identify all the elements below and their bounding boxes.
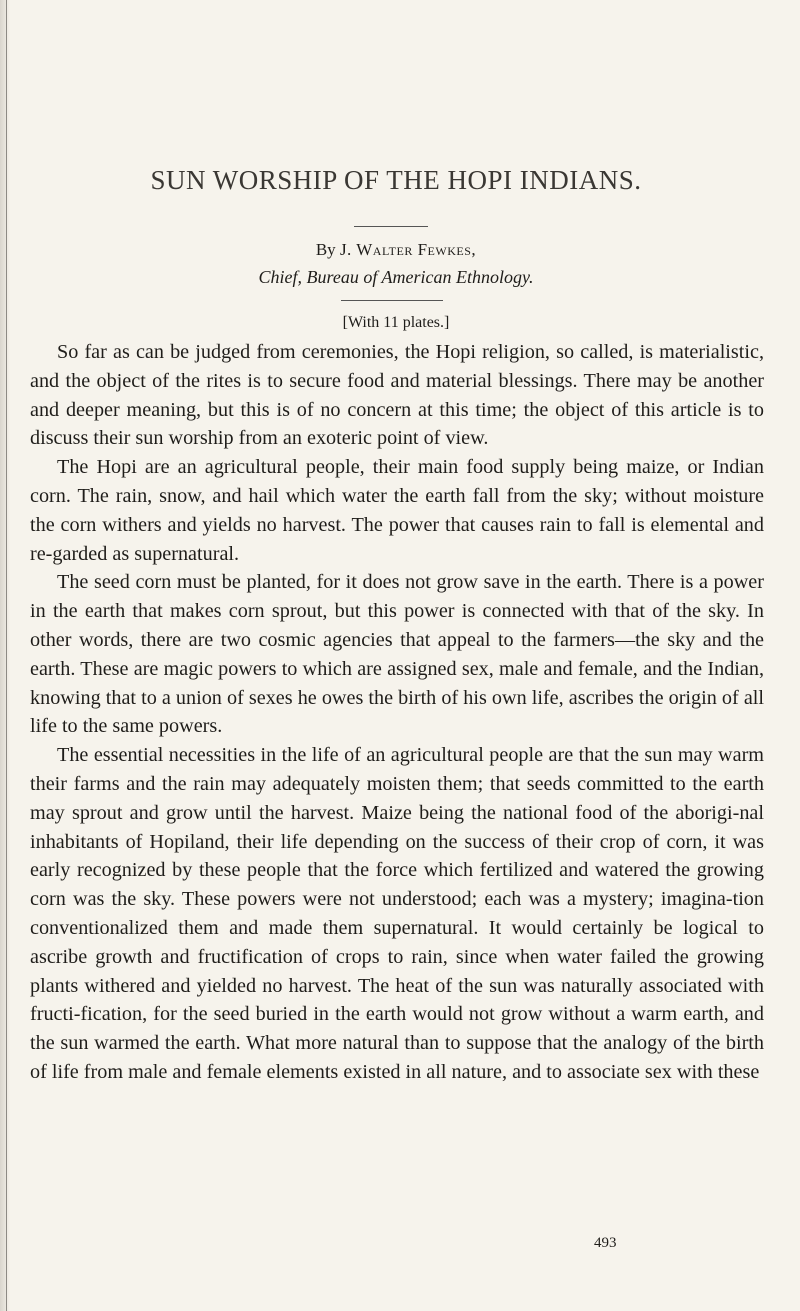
author-name: J. Walter Fewkes,	[339, 240, 477, 259]
page-number: 493	[594, 1235, 617, 1251]
paragraph: So far as can be judged from ceremonies, the Hopi religion, so called, is materialistic, and the object of the rites is to secure food and material blessings. There may be another and deeper meaning, but this is of no concern at this time; the object of this article is to discuss their sun worship from an exoteric point of view.	[30, 341, 764, 450]
page-gutter-shadow	[0, 0, 10, 1311]
paragraph: The Hopi are an agricultural people, their main food supply being maize, or Indian corn. The rain, snow, and hail which water the earth fall from the sky; without moisture the corn withers and yields no harvest. The power that causes rain to fall is elemental and re-garded as supernatural.	[30, 456, 764, 565]
byline-divider	[341, 300, 443, 301]
byline-prefix: By	[315, 240, 336, 259]
article-body	[30, 338, 764, 1087]
plates-note: [With 11 plates.]	[342, 314, 450, 331]
document-page	[26, 0, 788, 1311]
byline	[26, 240, 766, 260]
author-affiliation: Chief, Bureau of American Ethnology.	[258, 267, 534, 287]
binding-line	[6, 0, 7, 1311]
title-divider	[354, 226, 428, 227]
article-title: SUN WORSHIP OF THE HOPI INDIANS.	[150, 165, 642, 195]
paragraph: The essential necessities in the life of an agricultural people are that the sun may warm their farms and the rain may adequately moisten them; that seeds committed to the earth may sprout and grow until the harvest. Maize being the national food of the aborigi-nal inhabitants of Hopiland, their life depending on the success of their crop of corn, it was early recognized by these people that the force which fertilized and watered the growing corn was the sky. These powers were not understood; each was a mystery; imagina-tion conventionalized them and made them supernatural. It would certainly be logical to ascribe growth and fructification of crops to rain, since when water failed the growing plants withered and yielded no harvest. The heat of the sun was naturally associated with fructi-fication, for the seed buried in the earth would not grow without a warm earth, and the sun warmed the earth. What more natural than to suppose that the analogy of the birth of life from male and female elements existed in all nature, and to associate sex with these	[30, 744, 764, 1083]
paragraph: The seed corn must be planted, for it does not grow save in the earth. There is a power in the earth that makes corn sprout, but this power is connected with that of the sky. In other words, there are two cosmic agencies that appeal to the farmers—the sky and the earth. These are magic powers to which are assigned sex, male and female, and the Indian, knowing that to a union of sexes he owes the birth of his own life, ascribes the origin of all life to the same powers.	[30, 571, 764, 738]
